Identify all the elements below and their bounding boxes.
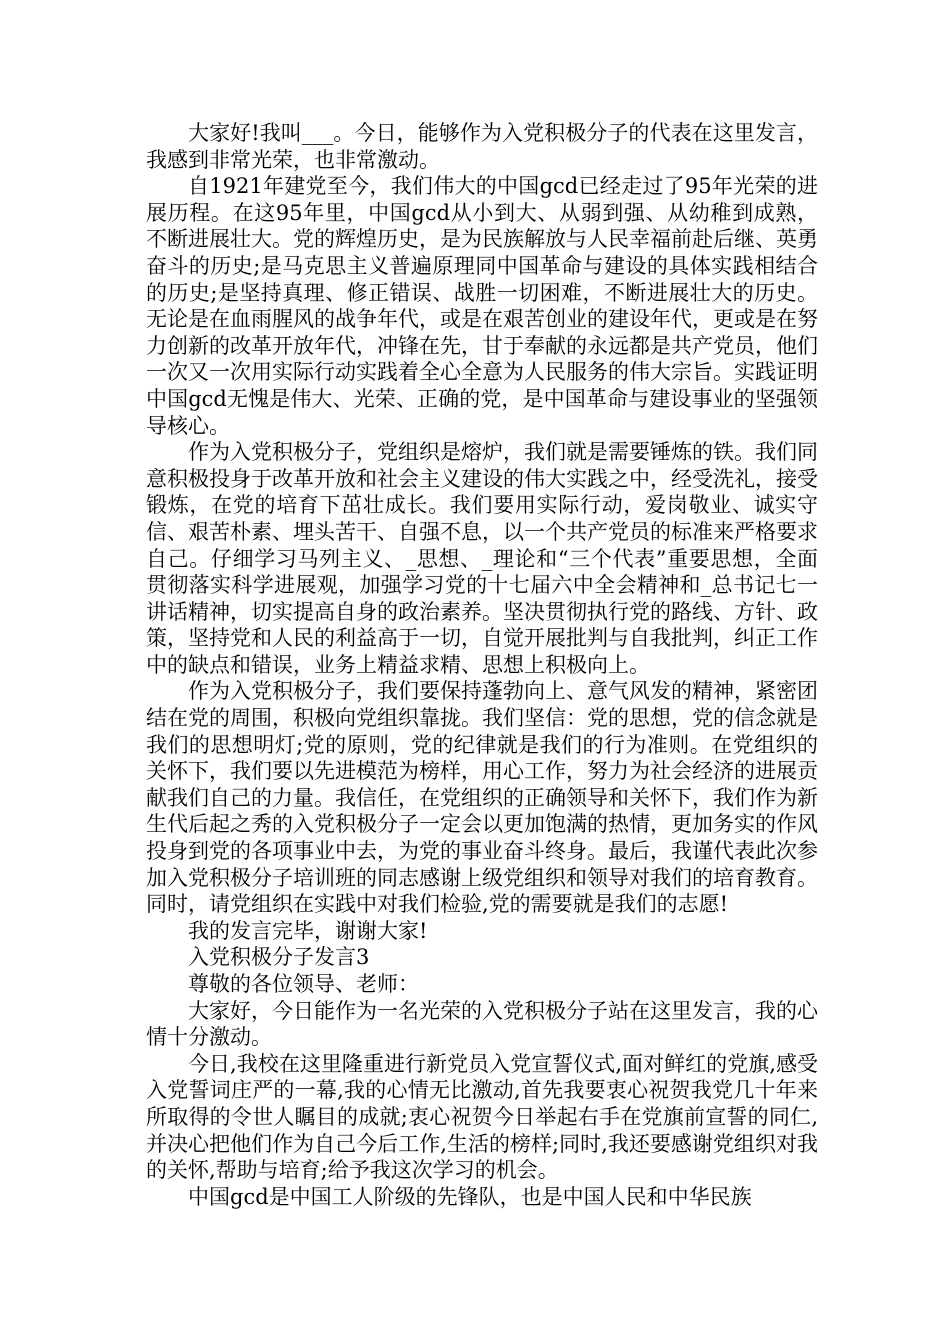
paragraph-party-vanguard: 中国gcd是中国工人阶级的先锋队，也是中国人民和中华民族 (188, 1184, 752, 1209)
document-body (146, 120, 818, 1210)
paragraph-greeting: 大家好!我叫___。今日，能够作为入党积极分子的代表在这里发言，我感到非常光荣，也非常激动。 (146, 121, 818, 172)
paragraph-oath-ceremony: 今日,我校在这里隆重进行新党员入党宣誓仪式,面对鲜红的党旗,感受入党誓词庄严的一幕,我的心情无比激动,首先我要衷心祝贺我党几十年来所取得的令世人瞩目的成就;衷心祝贺今日举起右手在党旗前宣誓的同仁,并决心把他们作为自己今后工作,生活的榜样;同时,我还要感谢党组织对我的关怀,帮助与培育;给予我这次学习的机会。 (146, 1051, 818, 1183)
paragraph-closing: 我的发言完毕，谢谢大家! (188, 918, 428, 943)
paragraph-activist-spirit: 作为入党积极分子，我们要保持蓬勃向上、意气风发的精神，紧密团结在党的周围，积极向党组织靠拢。我们坚信：党的思想，党的信念就是我们的思想明灯;党的原则，党的纪律就是我们的行为准则。在党组织的关怀下，我们要以先进模范为榜样，用心工作，努力为社会经济的进展贡献我们自己的力量。我信任，在党组织的正确领导和关怀下，我们作为新生代后起之秀的入党积极分子一定会以更加饱满的热情，更加务实的作风投身到党的各项事业中去，为党的事业奋斗终身。最后，我谨代表此次参加入党积极分子培训班的同志感谢上级党组织和领导对我们的培育教育。同时，请党组织在实践中对我们检验,党的需要就是我们的志愿! (146, 679, 818, 917)
paragraph-activist-duty: 作为入党积极分子，党组织是熔炉，我们就是需要锤炼的铁。我们同意积极投身于改革开放和社会主义建设的伟大实践之中，经受洗礼，接受锻炼，在党的培育下茁壮成长。我们要用实际行动，爱岗敬业、诚实守信、艰苦朴素、埋头苦干、自强不息，以一个共产党员的标准来严格要求自己。仔细学习马列主义、_思想、_理论和“三个代表”重要思想，全面贯彻落实科学进展观，加强学习党的十七届六中全会精神和_总书记七一讲话精神，切实提高自身的政治素养。坚决贯彻执行党的路线、方针、政策，坚持党和人民的利益高于一切，自觉开展批判与自我批判，纠正工作中的缺点和错误，业务上精益求精、思想上积极向上。 (146, 440, 818, 677)
salutation: 尊敬的各位领导、老师： (188, 972, 419, 996)
paragraph-greeting-2: 大家好，今日能作为一名光荣的入党积极分子站在这里发言，我的心情十分激动。 (146, 998, 818, 1050)
paragraph-party-history: 自1921年建党至今，我们伟大的中国gcd已经走过了95年光荣的进展历程。在这95年里，中国gcd从小到大、从弱到强、从幼稚到成熟，不断进展壮大。党的辉煌历史，是为民族解放与人民幸福前赴后继、英勇奋斗的历史;是马克思主义普遍原理同中国革命与建设的具体实践相结合的历史;是坚持真理、修正错误、战胜一切困难，不断进展壮大的历史。无论是在血雨腥风的战争年代，或是在艰苦创业的建设年代，更或是在努力创新的改革开放年代，冲锋在先，甘于奉献的永远都是共产党员，他们一次又一次用实际行动实践着全心全意为人民服务的伟大宗旨。实践证明中国gcd无愧是伟大、光荣、正确的党，是中国革命与建设事业的坚强领导核心。 (146, 174, 818, 438)
section-title: 入党积极分子发言3 (188, 945, 370, 970)
